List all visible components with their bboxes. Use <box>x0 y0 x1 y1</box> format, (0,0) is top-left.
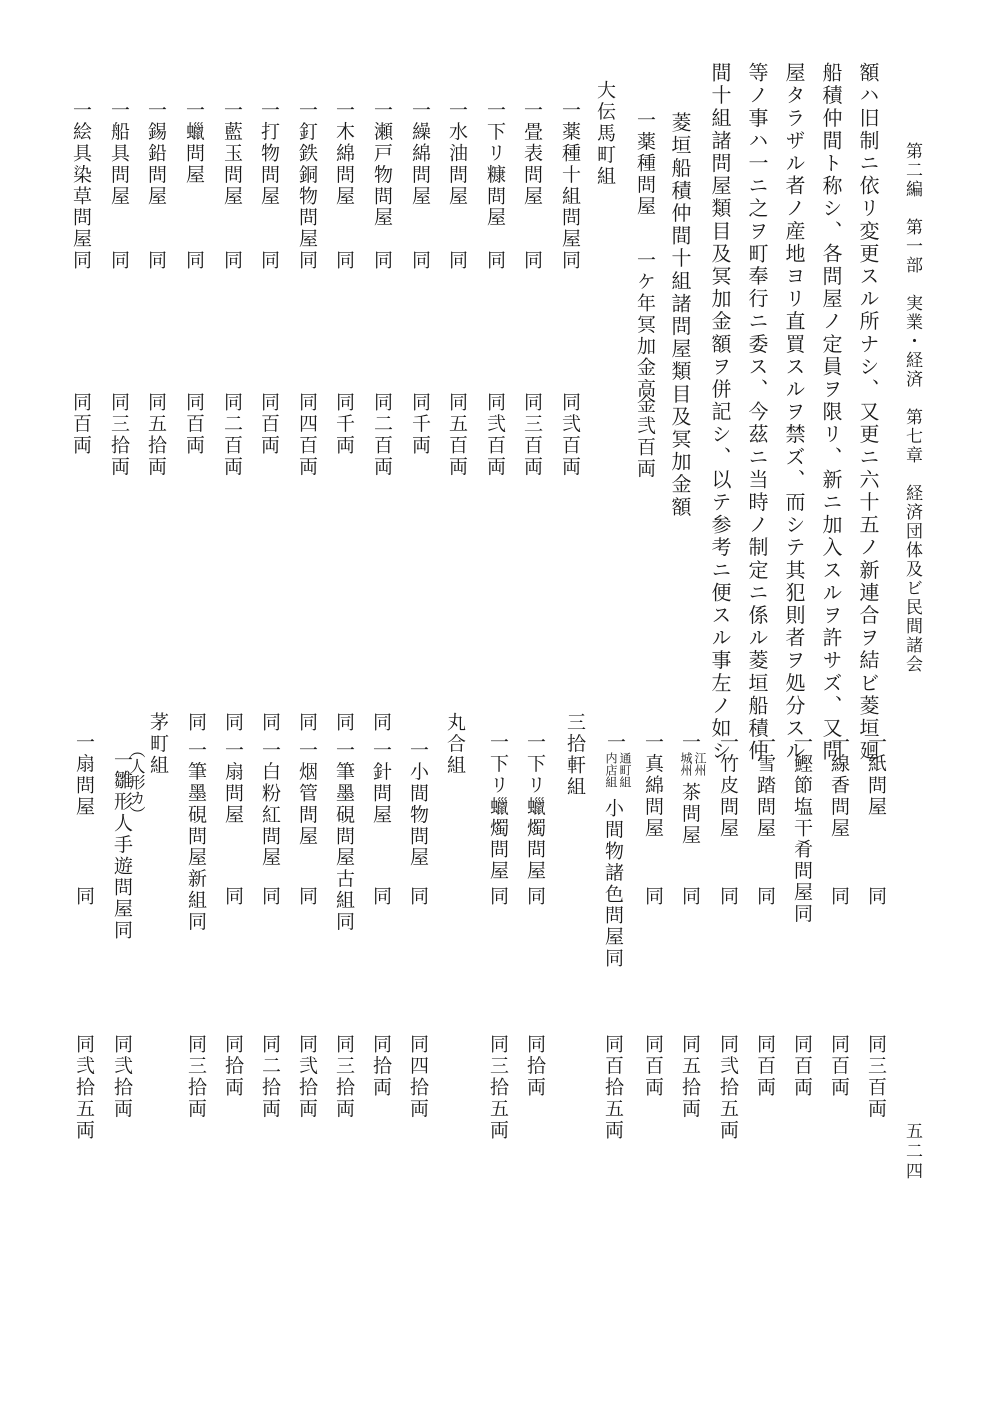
lower-a-item-ditto: 同 <box>717 886 739 908</box>
upper-item-amount: 同二百両 <box>221 392 243 478</box>
upper-item-ditto: 同 <box>108 250 130 272</box>
upper-item-amount: 同弐百両 <box>484 392 506 478</box>
lower-b-item-ditto: 同 <box>487 886 509 908</box>
lower-c-item-name: 一筆墨硯問屋古組同 <box>333 740 355 933</box>
running-header: 第二編 第一部 実業・経済 第七章 経済団体及ビ民間諸会 <box>902 142 922 674</box>
last-entry-ditto: 同 <box>73 886 95 908</box>
tea-entry-note-bottom: 城州 <box>679 752 693 776</box>
upper-item-amount: 同千両 <box>409 392 431 457</box>
lower-a-item-ditto: 同 <box>754 886 776 908</box>
upper-item-ditto: 同 <box>484 250 506 272</box>
lower-a-item-amount: 同弐拾五両 <box>717 1034 739 1141</box>
lower-b-item-amount: 同拾両 <box>524 1034 546 1099</box>
upper-item-amount: 同三百両 <box>521 392 543 478</box>
upper-item-name: 一藍玉問屋 <box>221 100 243 207</box>
lower-c-item-ditto-prefix: 同 <box>259 712 281 734</box>
first-entry-name: 一薬種問屋 <box>634 110 656 217</box>
lower-c-item-name: 一針問屋 <box>370 740 392 826</box>
upper-item-amount: 同四百両 <box>296 392 318 478</box>
lower-a-item-name: 一雪踏問屋 <box>754 732 776 839</box>
upper-item-amount: 同百両 <box>183 392 205 457</box>
hina-entry-amount: 同弐拾両 <box>111 1034 133 1120</box>
lower-c-item-amount: 同三拾両 <box>185 1034 207 1120</box>
upper-item-amount: 同百両 <box>258 392 280 457</box>
hina-entry-name: 雛形人手遊問屋同 <box>111 770 133 942</box>
tea-entry-note-top: 江州 <box>693 752 707 776</box>
lower-a-item-name: 一紙問屋 <box>865 732 887 818</box>
tsuucho-entry-note-top: 通町組 <box>618 752 632 788</box>
tsuucho-entry-note-bottom: 内店組 <box>604 752 618 788</box>
lower-a-item-name: 一鰹節塩干肴問屋同 <box>791 732 813 925</box>
upper-item-name: 一薬種十組問屋 <box>559 100 581 250</box>
upper-item-name: 一船具問屋 <box>108 100 130 207</box>
lower-c-item-ditto-prefix: 同 <box>296 712 318 734</box>
upper-item-amount: 同三拾両 <box>108 392 130 478</box>
lower-a-item-ditto: 同 <box>865 886 887 908</box>
page-number: 五二四 <box>902 1122 922 1182</box>
upper-item-ditto: 同 <box>559 250 581 272</box>
tsuucho-entry-name: 小間物諸色問屋同 <box>602 798 624 970</box>
upper-item-ditto: 同 <box>221 250 243 272</box>
hina-entry-note: （人形カ） <box>127 742 146 822</box>
upper-item-name: 一釘鉄銅物問屋 <box>296 100 318 250</box>
lower-c-item-amount: 同三拾両 <box>333 1034 355 1120</box>
upper-item-name: 一木綿問屋 <box>333 100 355 207</box>
upper-item-amount: 同五百両 <box>446 392 468 478</box>
upper-item-amount: 同二百両 <box>371 392 393 478</box>
group-marugo: 丸合組 <box>444 712 466 777</box>
upper-item-ditto: 同 <box>521 250 543 272</box>
lower-c-item-amount: 同拾両 <box>222 1034 244 1099</box>
lower-a-item-name: 一線香問屋 <box>828 732 850 839</box>
lower-c-item-ditto-prefix: 同 <box>185 712 207 734</box>
cotton-entry-amount: 同百両 <box>642 1034 664 1099</box>
upper-item-ditto: 同 <box>371 250 393 272</box>
lower-c-item-name: 一烟管問屋 <box>296 740 318 847</box>
cotton-entry-name: 一真綿問屋 <box>642 732 664 839</box>
lower-a-item-amount: 同百両 <box>828 1034 850 1099</box>
upper-item-ditto: 同 <box>183 250 205 272</box>
body-line-3: 屋タラザル者ノ産地ヨリ直買スルヲ禁ズ、而シテ其犯則者ヲ処分スル <box>782 62 806 763</box>
upper-item-ditto: 同 <box>446 250 468 272</box>
lower-c-item-ditto-prefix: 同 <box>370 712 392 734</box>
lower-b-item-amount: 同三拾五両 <box>487 1034 509 1141</box>
upper-item-amount: 同弐百両 <box>559 392 581 478</box>
upper-item-name: 一瀬戸物問屋 <box>371 100 393 229</box>
lower-a-item-amount: 同百両 <box>754 1034 776 1099</box>
body-line-2: 船積仲間ト称シ、各問屋ノ定員ヲ限リ、新ニ加入スルヲ許サズ、又問 <box>819 62 843 763</box>
last-entry-name: 一扇問屋 <box>73 732 95 818</box>
lower-a-item-name: 一竹皮問屋 <box>717 732 739 839</box>
body-line-4: 等ノ事ハ一ニ之ヲ町奉行ニ委ス、今茲ニ当時ノ制定ニ係ル菱垣船積仲 <box>745 62 769 763</box>
lower-c-item-name: 一白粉紅問屋 <box>259 740 281 869</box>
tsuucho-entry-amount: 同百拾五両 <box>602 1034 624 1141</box>
lower-c-item-amount: 同二拾両 <box>259 1034 281 1120</box>
body-line-5: 間十組諸問屋類目及冥加金額ヲ併記シ、以テ参考ニ便スル事左ノ如シ <box>708 62 732 763</box>
list-title: 菱垣船積仲間十組諸問屋類目及冥加金額 <box>668 112 692 519</box>
group-daidenma: 大伝馬町組 <box>594 80 616 187</box>
upper-item-name: 一水油問屋 <box>446 100 468 207</box>
tea-entry-ditto: 同 <box>679 886 701 908</box>
lower-c-item-ditto: 同 <box>296 886 318 908</box>
lower-c-item-ditto-prefix: 同 <box>333 712 355 734</box>
last-entry-amount: 同弐拾五両 <box>73 1034 95 1141</box>
group-sanjukken: 三拾軒組 <box>564 712 586 798</box>
tea-entry-amount: 同五拾両 <box>679 1034 701 1120</box>
lower-b-item-name: 一下リ蠟燭問屋 <box>487 732 509 882</box>
upper-item-name: 一蠟問屋 <box>183 100 205 186</box>
upper-item-amount: 同五拾両 <box>145 392 167 478</box>
lower-a-item-amount: 同三百両 <box>865 1034 887 1120</box>
upper-item-name: 一打物問屋 <box>258 100 280 207</box>
lower-b-item-name: 一下リ蠟燭問屋 <box>524 732 546 882</box>
cotton-entry-ditto: 同 <box>642 886 664 908</box>
hina-entry-lead: 一 <box>111 750 133 772</box>
lower-c-item-ditto-prefix: 同 <box>222 712 244 734</box>
lower-b-item-ditto: 同 <box>524 886 546 908</box>
upper-item-name: 一畳表問屋 <box>521 100 543 207</box>
first-entry-amount: 金弐百両 <box>634 394 656 480</box>
body-line-1: 額ハ旧制ニ依リ変更スル所ナシ、又更ニ六十五ノ新連合ヲ結ビ菱垣廻 <box>856 62 880 763</box>
upper-item-amount: 同百両 <box>70 392 92 457</box>
lower-c-item-amount: 同四拾両 <box>407 1034 429 1120</box>
group-kayacho: 茅町組 <box>147 712 169 777</box>
lower-a-item-ditto: 同 <box>828 886 850 908</box>
lower-c-item-amount: 同拾両 <box>370 1034 392 1099</box>
upper-item-name: 一絵具染草問屋 <box>70 100 92 250</box>
lower-a-item-amount: 同百両 <box>791 1034 813 1099</box>
upper-item-name: 一繰綿問屋 <box>409 100 431 207</box>
first-entry-label: 一ケ年冥加金高 <box>634 250 656 400</box>
lower-c-item-ditto: 同 <box>407 886 429 908</box>
upper-item-ditto: 同 <box>409 250 431 272</box>
upper-item-ditto: 同 <box>296 250 318 272</box>
upper-item-ditto: 同 <box>70 250 92 272</box>
tea-entry-lead: 一 <box>679 732 701 754</box>
upper-item-amount: 同千両 <box>333 392 355 457</box>
lower-c-item-name: 一扇問屋 <box>222 740 244 826</box>
lower-c-item-ditto: 同 <box>370 886 392 908</box>
lower-c-item-ditto: 同 <box>222 886 244 908</box>
lower-c-item-name: 一小間物問屋 <box>407 740 429 869</box>
upper-item-name: 一下リ糠問屋 <box>484 100 506 229</box>
upper-item-ditto: 同 <box>145 250 167 272</box>
lower-c-item-amount: 同弐拾両 <box>296 1034 318 1120</box>
lower-c-item-name: 一筆墨硯問屋新組同 <box>185 740 207 933</box>
upper-item-ditto: 同 <box>333 250 355 272</box>
upper-item-ditto: 同 <box>258 250 280 272</box>
lower-c-item-ditto: 同 <box>259 886 281 908</box>
upper-item-name: 一錫鉛問屋 <box>145 100 167 207</box>
tea-entry-name: 茶問屋 <box>679 782 701 847</box>
tsuucho-entry-lead: 一 <box>604 732 626 754</box>
